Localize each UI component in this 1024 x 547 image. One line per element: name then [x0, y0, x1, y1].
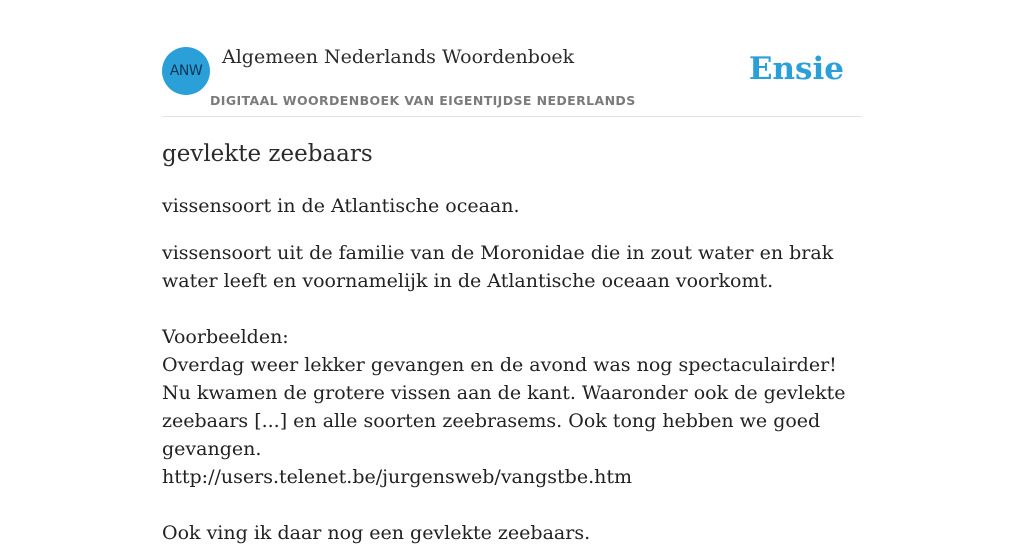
entry-definition: vissensoort in de Atlantische oceaan.: [162, 195, 520, 217]
ensie-brand-logo[interactable]: Ensie: [748, 51, 844, 87]
example-source: http://users.telenet.be/jurgensweb/vangstbe.htm: [162, 466, 632, 488]
example-text: Ook ving ik daar nog een gevlekte zeebaars.: [162, 522, 591, 544]
entry-title: gevlekte zeebaars: [162, 141, 373, 167]
example-text: Overdag weer lekker gevangen en de avond was nog spectaculairder! Nu kwamen de grotere vissen aan de kant. Waaronder ook de gevlekte zeebaars [...] en alle soorten zeebrasems. Ook tong hebben we goed gevangen.: [162, 354, 846, 460]
entry-description: vissensoort uit de familie van de Moronidae die in zout water en brak water leeft en voornamelijk in de Atlantische oceaan voorkomt.: [162, 242, 834, 292]
example-spacer: [162, 491, 862, 519]
site-title[interactable]: Algemeen Nederlands Woordenboek: [222, 46, 575, 68]
entry-content: [162, 138, 862, 547]
examples-label: Voorbeelden:: [162, 326, 289, 348]
site-subtitle: DIGITAAL WOORDENBOEK VAN EIGENTIJDSE NEDERLANDS: [210, 93, 636, 108]
examples-section: [162, 323, 862, 547]
anw-logo[interactable]: ANW: [162, 47, 210, 95]
site-header: [162, 40, 862, 117]
